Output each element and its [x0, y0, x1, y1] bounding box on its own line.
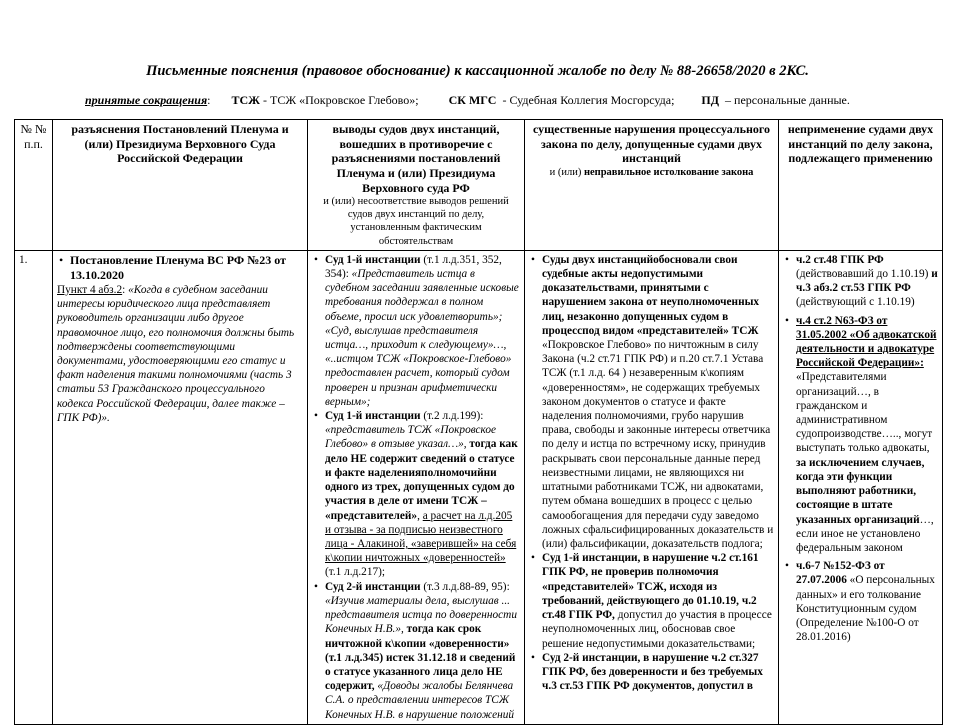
cell-col2 [308, 250, 525, 724]
row-num: 1. [15, 250, 53, 724]
col2-bullet-3: • Суд 2-й инстанции (т.3 л.д.88-89, 95): «Изучив материалы дела, выслушав ... представителя истца по доверенности Конечных Н.В.», тогда как срок ничтожной к\копии «доверенности» (т.1 л.д.345) истек 31.12.18 и сведений о статусе указанного лица дело НЕ содержит, «Доводы жалобы Белянчева С.А. о представлении интересов ТСЖ Конечных Н.В. в нарушение положений [312, 580, 520, 722]
cell-col3 [525, 250, 779, 724]
header-col4: неприменение судами двух инстанций по делу закона, подлежащего применению [779, 120, 943, 251]
abbr-key-tszh: ТСЖ [231, 93, 261, 107]
col1-heading: Постановление Пленума ВС РФ №23 от 13.10.2020 [70, 252, 286, 282]
header-col2 [308, 120, 525, 251]
header-num: № № п.п. [15, 120, 53, 251]
header-col3 [525, 120, 779, 251]
col4-bullet-1: • ч.2 ст.48 ГПК РФ (действовавший до 1.10.19) и ч.3 абз.2 ст.53 ГПК РФ (действующий с 1.10.19) [783, 253, 938, 310]
col3-bullet-1: • Суды двух инстанцийобосновали свои судебные акты недопустимыми доказательствами, принятыми с нарушением закона от неуполномоченных лиц, незаконно допущенных судом в процесспод видом «представителей» ТСЖ «Покровское Глебово» по ничтожным в силу Закона (ч.2 ст.71 ГПК РФ) и п.20 ст.7.1 Устава ТСЖ (т.1 л.д. 64 ) незаверенным к\копиям «доверенностям», не содержащих требуемых законом документов о статусе и факте наделения полномочиями, грубо нарушив права, свободы и законные интересы ответчика по делу и истца по встречному иску, принудив раскрывать свои персональные данные перед неизвестными лицами, не являющихся ни штатными работниками ТСЖ, ни адвокатами, путем обмана вошедших в процесс с целью самообогащения для передачи суду заведомо ложных сфальсифицированных доказательств и (или) фальсификации, доказательств подлога; [529, 253, 774, 552]
legal-table [14, 119, 943, 725]
header-col3-main: существенные нарушения процессуального закона по делу, допущенные судами двух инстанций [532, 122, 771, 166]
abbr-key-skmgs: СК МГС [448, 93, 497, 107]
cell-col4 [779, 250, 943, 724]
header-col1: разъяснения Постановлений Пленума и (или) Президиума Верховного Суда Российской Федерации [53, 120, 308, 251]
col3-bullet-3: • Суд 2-й инстанции, в нарушение ч.2 ст.327 ГПК РФ, без доверенности и без требуемых ч.3 ст.53 ГПК РФ документов, допустил в [529, 651, 774, 694]
col4-bullet-3: • ч.6-7 №152-ФЗ от 27.07.2006 «О персональных данных» и его толкование Конституционным судом (Определение №100-О от 28.01.2016) [783, 559, 938, 644]
col2-bullet-1: • Суд 1-й инстанции (т.1 л.д.351, 352, 354): «Представитель истца в судебном заседании заявленные исковые требования поддержал в полном объеме, просил иск удовлетворить»; «Суд, выслушав представителя истца…, приходит к следующему»…, «..истцом ТСЖ «Покровское-Глебово» предоставлен расчет, который судом проверен и признан арифметически верным»; [312, 253, 520, 409]
header-col2-main: выводы судов двух инстанций, вошедших в противоречие с разъяснениями постановлений Пленума и (или) Президиума Верховного суда РФ [331, 122, 501, 195]
header-row [15, 120, 943, 251]
col1-point: Пункт 4 абз.2 [57, 283, 123, 296]
abbr-value-skmgs: - Судебная Коллегия Мосгорсуда; [502, 93, 675, 107]
page-title: Письменные пояснения (правовое обоснование) к кассационной жалобе по делу № 88-26658/2020 в 2КС. [146, 63, 809, 79]
abbreviations-line: принятые сокращения: ТСЖ - ТСЖ «Покровское Глебово»; СК МГС - Судебная Коллегия Мосгорсуда; ПД – персональные данные. [85, 93, 850, 107]
table-row [15, 250, 943, 724]
header-col3-sub-normal: и (или) [549, 166, 582, 178]
abbreviations-label: принятые сокращения [85, 93, 208, 107]
abbr-value-tszh: - ТСЖ «Покровское Глебово»; [263, 93, 419, 107]
col1-quote: «Когда в судебном заседании интересы юридического лица представляет руководитель организации либо другое правомочное лицо, его полномочия должны быть подтверждены соответствующими документами, удостоверяющими его статус и факт наделения такими полномочиями (часть 3 статьи 53 Гражданского процессуального кодекса Российской Федерации, далее также – ГПК РФ)». [57, 283, 295, 424]
col4-bullet-2: • ч.4 ст.2 N63-ФЗ от 31.05.2002 «Об адвокатской деятельности и адвокатуре Российской Федерации»: «Представителями организаций…, в гражданском и административном судопроизводстве….., могут выступать только адвокаты, за исключением случаев, когда эти функции выполняют работники, состоящие в штате указанных организаций…, если иное не установлено федеральным законом [783, 314, 938, 556]
abbr-key-pd: ПД [701, 93, 720, 107]
cell-col1: • Постановление Пленума ВС РФ №23 от 13.10.2020 Пункт 4 абз.2: «Когда в судебном заседании интересы юридического лица представляет руководитель организации либо другое правомочное лицо, его полномочия должны быть подтверждены соответствующими документами, удостоверяющими его статус и факт наделения такими полномочиями (часть 3 статьи 53 Гражданского процессуального кодекса Российской Федерации, далее также – ГПК РФ)». [53, 250, 308, 724]
header-col3-sub-bold: неправильное истолкование закона [583, 166, 754, 178]
col2-bullet-2: • Суд 1-й инстанции (т.2 л.д.199): «представитель ТСЖ «Покровское Глебово» в отзыве указал…», тогда как дело НЕ содержит сведений о статусе и факте наделенияполномочийни одного из трех, допущенных судом до участия в деле от имени ТСЖ – «представителей», а расчет на л.д.205 и отзыва - за подписью неизвестного лица - Алакиной, «заверившей» на себя к\копии ничтожных «доверенностей» (т.1 л.д.217); [312, 409, 520, 580]
header-col2-sub: и (или) несоответствие выводов решений судов двух инстанций по делу, установленным фактическим обстоятельствам [323, 196, 509, 247]
col3-bullet-2: • Суд 1-й инстанции, в нарушение ч.2 ст.161 ГПК РФ, не проверив полномочия «представителей» ТСЖ, исходя из требований, действующего до 01.10.19, ч.2 ст.48 ГПК РФ, допустил до участия в процессе неуполномоченных лиц, обосновав свое решение недопустимыми доказательствами; [529, 551, 774, 651]
abbr-value-pd: – персональные данные. [725, 93, 850, 107]
